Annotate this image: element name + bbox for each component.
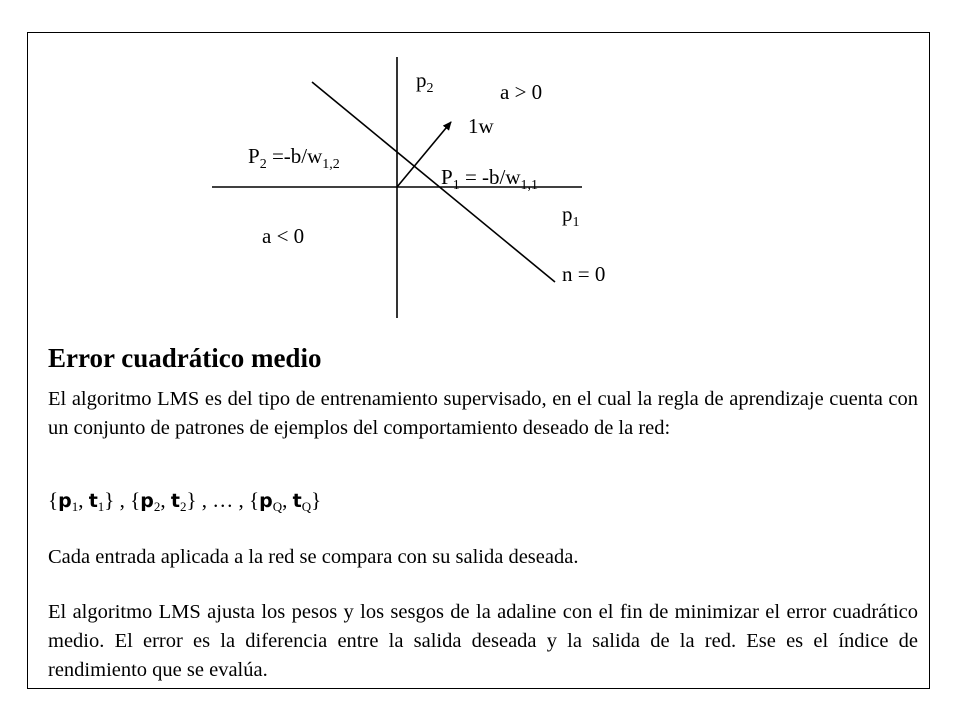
axis-y-label: $p_2$ — [416, 68, 434, 96]
boundary-label: n = 0 — [562, 262, 606, 286]
intro-paragraph: El algoritmo LMS es del tipo de entrenamiento supervisado, en el cual la regla de aprendizaje cuenta con un conjunto de patrones de ejemplos del comportamiento deseado de la red: — [48, 388, 918, 439]
region-positive-label: a > 0 — [500, 80, 543, 104]
training-set-formula: {$p_1$, $t_1$} , {$p_2$, $t_2$} , … , {$p_Q$, $t_Q$} — [48, 488, 322, 514]
axis-x-label: $p_1$ — [562, 202, 580, 230]
intercept-p1-label: $P_1 = -b/w_{1,1}$ — [441, 165, 539, 193]
lms-paragraph: El algoritmo LMS ajusta los pesos y los sesgos de la adaline con el fin de minimizar el error cuadrático medio. El error es la diferencia entre la salida deseada y la salida de la red. Ese es el índice de rendimiento que se evalúa. — [48, 601, 918, 681]
region-negative-label: a < 0 — [262, 224, 305, 248]
comparison-paragraph: Cada entrada aplicada a la red se compara con su salida deseada. — [48, 546, 579, 568]
section-heading: Error cuadrático medio — [48, 343, 322, 373]
weight-vector-label: 1w — [468, 114, 494, 138]
intercept-p2-label: $P_2 =-b/w_{1,2}$ — [248, 144, 340, 172]
